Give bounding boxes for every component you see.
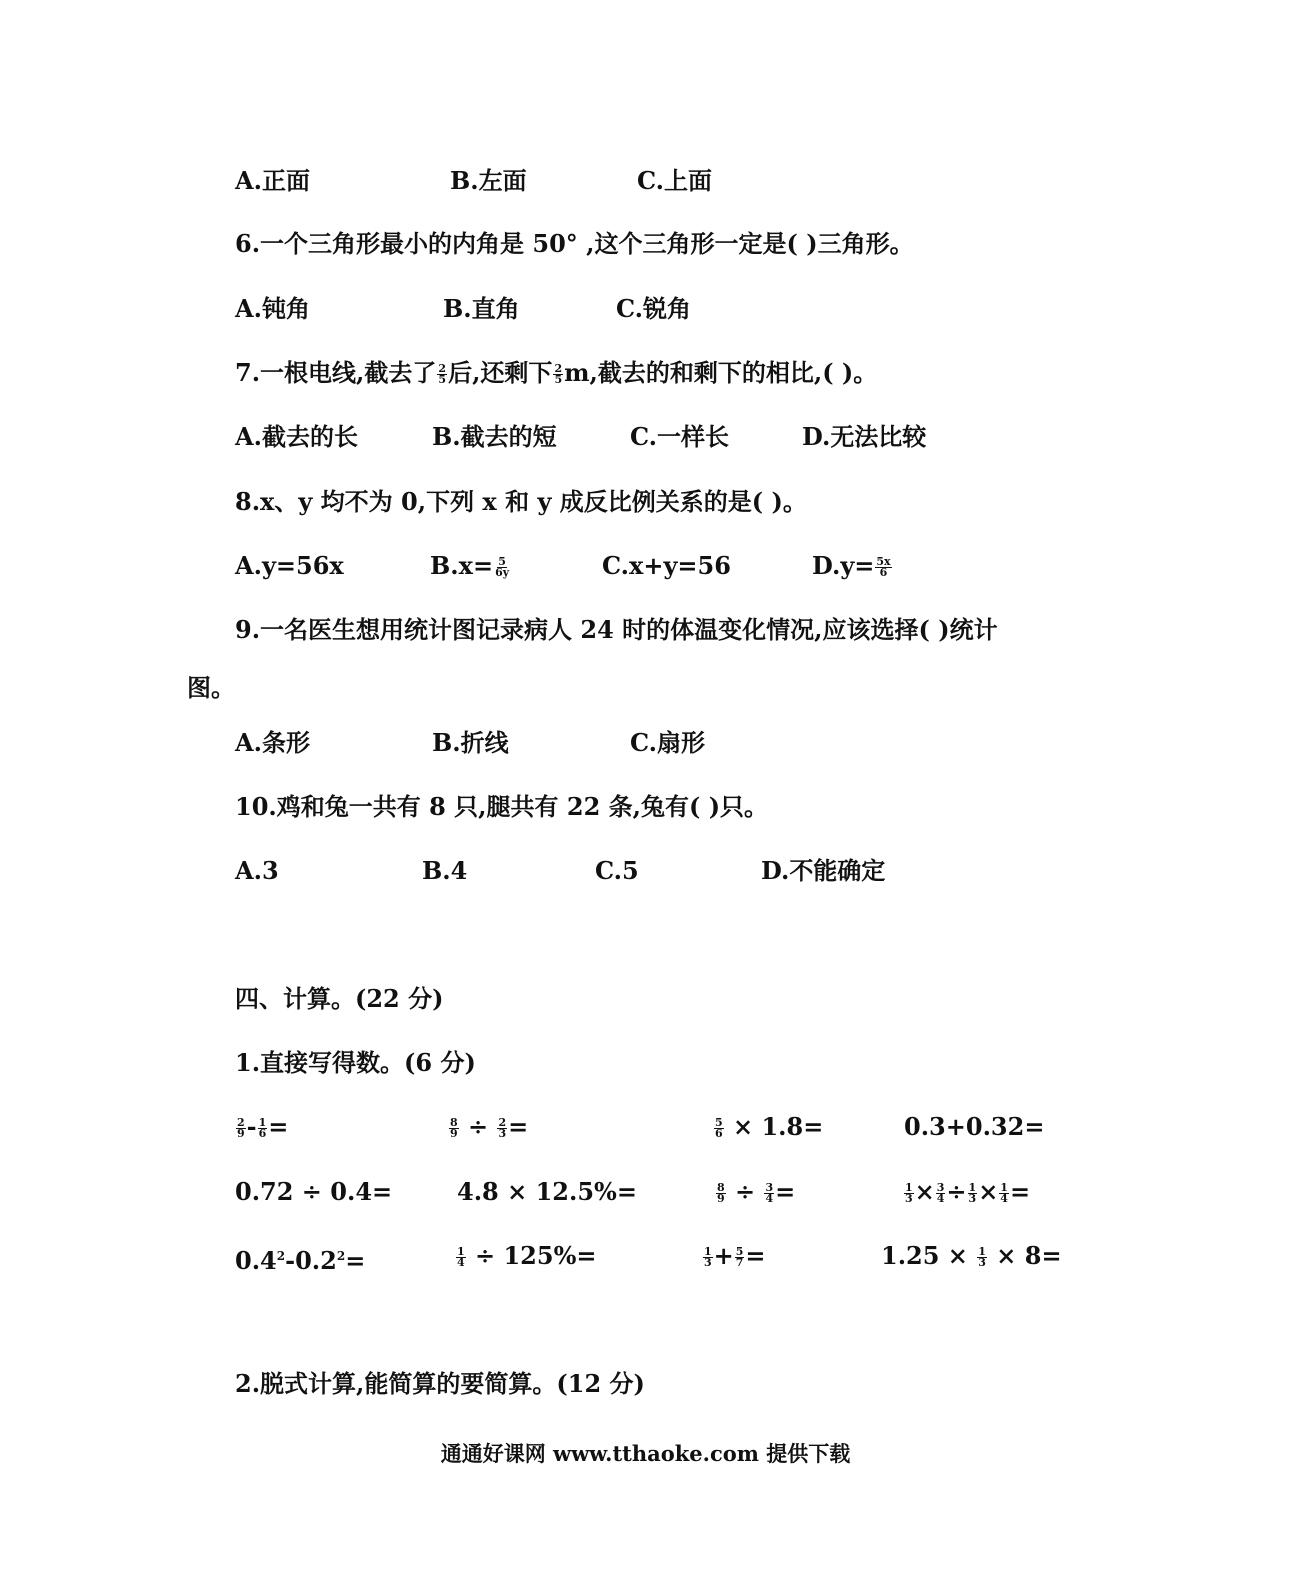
calc1-title: 1.直接写得数。(6 分) bbox=[235, 1048, 476, 1077]
q7-option-d: D.无法比较 bbox=[802, 422, 927, 451]
calc-r3-b bbox=[455, 1241, 597, 1271]
fraction bbox=[497, 1118, 507, 1139]
frac-num: 1 bbox=[968, 1181, 977, 1194]
frac-den: 3 bbox=[968, 1192, 977, 1205]
expression-rest: ÷ 125%= bbox=[475, 1241, 597, 1270]
fraction bbox=[456, 1247, 466, 1268]
frac-num: 8 bbox=[450, 1116, 458, 1129]
calc-r3-d bbox=[881, 1241, 1062, 1271]
frac-num: 3 bbox=[936, 1181, 945, 1194]
calc-r2-a: 0.72 ÷ 0.4= bbox=[235, 1177, 393, 1206]
equals: = bbox=[508, 1112, 529, 1141]
fraction bbox=[904, 1183, 914, 1204]
frac-den: 5 bbox=[554, 373, 563, 386]
frac-den: 9 bbox=[237, 1127, 245, 1140]
operator: × bbox=[978, 1177, 999, 1206]
fraction bbox=[735, 1247, 745, 1268]
section4-title: 四、计算。(22 分) bbox=[235, 984, 444, 1013]
frac-den: 4 bbox=[457, 1256, 465, 1269]
q8-option-b-prefix: B.x= bbox=[430, 551, 494, 580]
q7-option-c: C.一样长 bbox=[630, 422, 730, 451]
operator: - bbox=[246, 1112, 257, 1141]
q8-option-a: A.y=56x bbox=[235, 551, 344, 580]
q10-option-a: A.3 bbox=[235, 856, 279, 885]
equals: = bbox=[775, 1177, 796, 1206]
frac-num: 2 bbox=[554, 362, 563, 375]
frac-den: 6 bbox=[258, 1127, 267, 1140]
q9-question-line1: 9.一名医生想用统计图记录病人 24 时的体温变化情况,应该选择( )统计 bbox=[235, 615, 998, 644]
frac-den: 3 bbox=[978, 1256, 986, 1269]
q7-question bbox=[235, 358, 877, 388]
q7-fraction-1 bbox=[437, 364, 447, 385]
calc-r3-a bbox=[235, 1241, 365, 1276]
q7-text-1: 7.一根电线,截去了 bbox=[235, 358, 437, 387]
frac-num: 1 bbox=[457, 1245, 465, 1258]
operator: + bbox=[713, 1241, 734, 1270]
frac-num: 3 bbox=[765, 1181, 774, 1194]
frac-num: 1 bbox=[905, 1181, 913, 1194]
frac-num: 1 bbox=[1000, 1181, 1008, 1194]
operator: × bbox=[914, 1177, 935, 1206]
q7-option-a: A.截去的长 bbox=[235, 422, 358, 451]
q7-fraction-2 bbox=[553, 364, 563, 385]
frac-den: 6y bbox=[495, 566, 510, 579]
fraction bbox=[449, 1118, 459, 1139]
frac-num: 2 bbox=[498, 1116, 507, 1129]
equals: = bbox=[268, 1112, 289, 1141]
calc-r1-a bbox=[235, 1112, 288, 1142]
q8-option-d-prefix: D.y= bbox=[812, 551, 875, 580]
fraction bbox=[714, 1118, 724, 1139]
q5-option-b: B.左面 bbox=[450, 166, 527, 195]
frac-den: 3 bbox=[905, 1192, 913, 1205]
q7-option-b: B.截去的短 bbox=[432, 422, 557, 451]
exponent: 2 bbox=[336, 1249, 346, 1263]
q8-option-d-fraction bbox=[875, 557, 891, 578]
q10-question: 10.鸡和兔一共有 8 只,腿共有 22 条,兔有( )只。 bbox=[235, 792, 769, 821]
frac-num: 8 bbox=[717, 1181, 725, 1194]
operator: ÷ bbox=[735, 1177, 756, 1206]
q8-question: 8.x、y 均不为 0,下列 x 和 y 成反比例关系的是( )。 bbox=[235, 487, 807, 516]
q8-option-d bbox=[812, 551, 893, 581]
q8-option-c: C.x+y=56 bbox=[602, 551, 731, 580]
base: -0.2 bbox=[285, 1246, 337, 1275]
frac-den: 9 bbox=[717, 1192, 725, 1205]
q7-text-2: 后,还剩下 bbox=[448, 358, 553, 387]
frac-den: 4 bbox=[1000, 1192, 1008, 1205]
calc-r2-c bbox=[715, 1177, 795, 1207]
q5-option-c: C.上面 bbox=[637, 166, 713, 195]
exponent: 2 bbox=[276, 1249, 286, 1263]
fraction bbox=[936, 1183, 946, 1204]
equals: = bbox=[1009, 1177, 1031, 1206]
frac-den: 9 bbox=[450, 1127, 458, 1140]
q6-option-b: B.直角 bbox=[443, 294, 520, 323]
frac-num: 5x bbox=[876, 555, 891, 568]
frac-num: 2 bbox=[438, 362, 447, 375]
frac-den: 6 bbox=[879, 566, 888, 579]
q9-question-line2: 图。 bbox=[187, 673, 235, 702]
q9-option-a: A.条形 bbox=[235, 728, 310, 757]
q10-option-c: C.5 bbox=[595, 856, 639, 885]
frac-num: 1 bbox=[704, 1245, 712, 1258]
fraction bbox=[258, 1118, 268, 1139]
fraction bbox=[236, 1118, 246, 1139]
frac-den: 3 bbox=[498, 1127, 507, 1140]
equals: = bbox=[345, 1246, 366, 1275]
q6-option-c: C.锐角 bbox=[616, 294, 692, 323]
equals: = bbox=[745, 1241, 766, 1270]
operator: ÷ bbox=[468, 1112, 489, 1141]
q6-option-a: A.钝角 bbox=[235, 294, 310, 323]
frac-den: 7 bbox=[735, 1256, 744, 1269]
frac-num: 5 bbox=[715, 1116, 723, 1129]
page-footer: 通通好课网 www.tthaoke.com 提供下载 bbox=[440, 1441, 851, 1466]
q5-option-a: A.正面 bbox=[235, 166, 310, 195]
frac-num: 5 bbox=[498, 555, 506, 568]
frac-den: 4 bbox=[765, 1192, 774, 1205]
calc-r1-c bbox=[713, 1112, 823, 1142]
q10-option-d: D.不能确定 bbox=[761, 856, 886, 885]
calc-r2-b: 4.8 × 12.5%= bbox=[457, 1177, 637, 1206]
q8-option-b-fraction bbox=[494, 557, 510, 578]
frac-den: 5 bbox=[438, 373, 447, 386]
frac-num: 2 bbox=[237, 1116, 245, 1129]
operator: ÷ bbox=[946, 1177, 967, 1206]
calc-r1-b bbox=[448, 1112, 528, 1142]
calc-r1-d: 0.3+0.32= bbox=[904, 1112, 1045, 1141]
q6-question: 6.一个三角形最小的内角是 50° ,这个三角形一定是( )三角形。 bbox=[235, 229, 914, 258]
frac-den: 6 bbox=[715, 1127, 723, 1140]
expression-end: × 8= bbox=[996, 1241, 1062, 1270]
expression-rest: × 1.8= bbox=[733, 1112, 824, 1141]
q8-option-b bbox=[430, 551, 511, 581]
frac-den: 4 bbox=[936, 1192, 945, 1205]
q7-text-3: m,截去的和剩下的相比,( )。 bbox=[564, 358, 878, 387]
fraction bbox=[977, 1247, 987, 1268]
fraction bbox=[716, 1183, 726, 1204]
base: 0.4 bbox=[235, 1246, 277, 1275]
q9-option-c: C.扇形 bbox=[630, 728, 706, 757]
frac-num: 1 bbox=[978, 1245, 986, 1258]
fraction bbox=[703, 1247, 713, 1268]
q10-option-b: B.4 bbox=[422, 856, 468, 885]
frac-num: 5 bbox=[735, 1245, 744, 1258]
calc-r2-d bbox=[903, 1177, 1030, 1207]
frac-den: 3 bbox=[704, 1256, 712, 1269]
fraction bbox=[968, 1183, 978, 1204]
calc-r3-c bbox=[702, 1241, 766, 1271]
fraction bbox=[999, 1183, 1009, 1204]
frac-num: 1 bbox=[258, 1116, 267, 1129]
calc2-title: 2.脱式计算,能简算的要简算。(12 分) bbox=[235, 1369, 645, 1398]
expression-start: 1.25 × bbox=[881, 1241, 968, 1270]
q9-option-b: B.折线 bbox=[432, 728, 509, 757]
fraction bbox=[764, 1183, 774, 1204]
